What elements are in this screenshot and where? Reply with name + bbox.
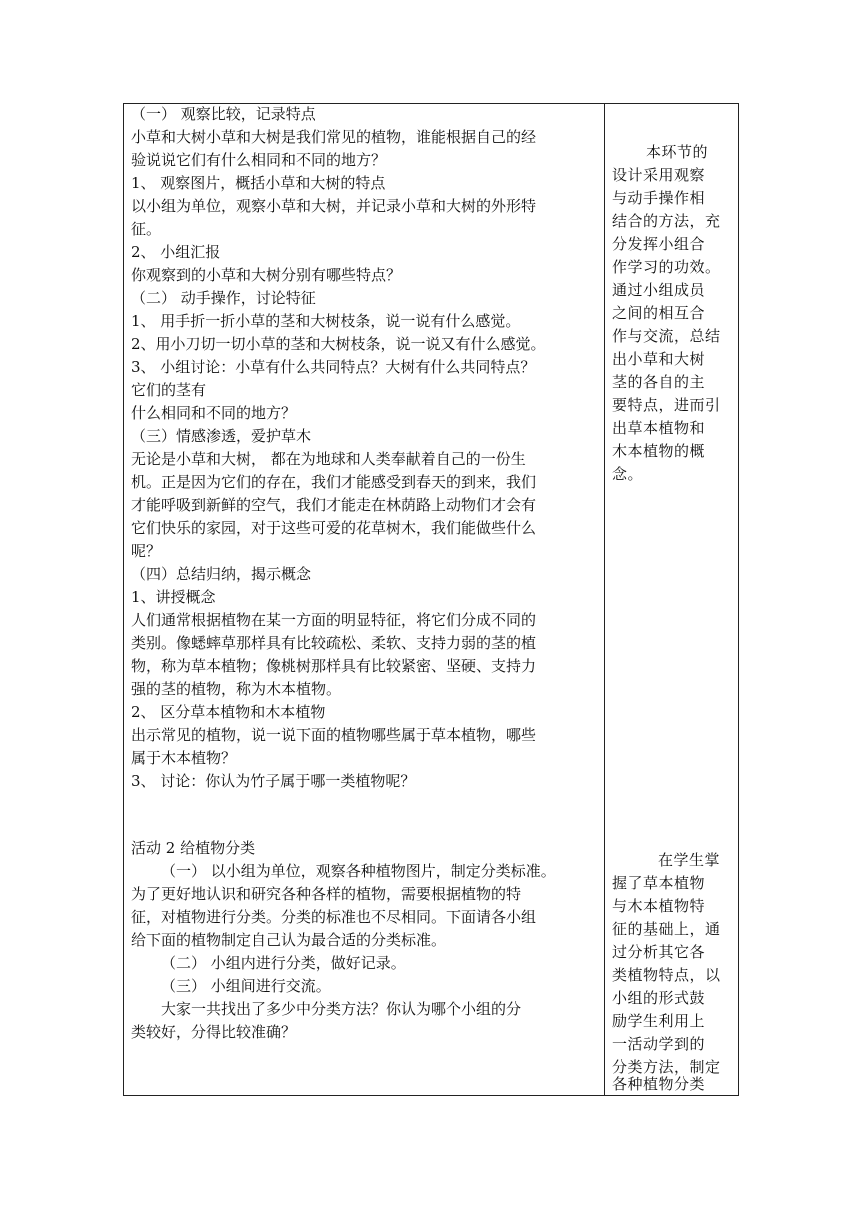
- note-line: 木本植物的概: [612, 442, 706, 460]
- note-line: 分类方法，制定: [612, 1058, 721, 1076]
- note-line: 征的基础上，通: [612, 920, 721, 938]
- note-line: 握了草本植物: [612, 874, 706, 892]
- text-line: 你观察到的小草和大树分别有哪些特点？: [131, 266, 402, 284]
- column-divider: [604, 103, 605, 1096]
- note-line: 与木本植物特: [612, 897, 706, 915]
- text-line: 人们通常根据植物在某一方面的明显特征，将它们分成不同的: [131, 611, 537, 629]
- text-line: 2、 小组汇报: [131, 243, 221, 261]
- note-line: 与动手操作相: [612, 189, 706, 207]
- note-line: 念。: [612, 465, 644, 483]
- text-line: 它们的茎有: [131, 381, 207, 399]
- text-line: 征，对植物进行分类。分类的标准也不尽相同。下面请各小组: [131, 908, 537, 926]
- text-line: 机。正是因为它们的存在，我们才能感受到春天的到来，我们: [131, 473, 537, 491]
- note-line: 小组的形式鼓: [612, 989, 706, 1007]
- text-line: 它们快乐的家园，对于这些可爱的花草树木，我们能做些什么: [131, 519, 537, 537]
- text-line: 1、 观察图片，概括小草和大树的特点: [131, 174, 386, 192]
- note-line: 一活动学到的: [612, 1035, 706, 1053]
- text-line: 1、讲授概念: [131, 588, 216, 606]
- text-line: 类别。像蟋蟀草那样具有比较疏松、柔软、支持力弱的茎的植: [131, 634, 537, 652]
- text-line: （二） 动手操作，讨论特征: [131, 289, 316, 307]
- note-line: 作学习的功效。: [612, 258, 721, 276]
- note-line: 出小草和大树: [612, 350, 706, 368]
- text-line: 属于木本植物？: [131, 749, 237, 767]
- text-line: 为了更好地认识和研究各种各样的植物，需要根据植物的特: [131, 885, 522, 903]
- text-line: 给下面的植物制定自己认为最合适的分类标准。: [131, 931, 447, 949]
- text-line: 强的茎的植物，称为木本植物。: [131, 680, 342, 698]
- text-line: （三）情感渗透，爱护草木: [131, 427, 312, 445]
- text-line: 无论是小草和大树， 都在为地球和人类奉献着自己的一份生: [131, 450, 526, 468]
- text-line: （一） 以小组为单位，观察各种植物图片，制定分类标准。: [161, 862, 556, 880]
- note-line: 在学生掌: [658, 851, 721, 869]
- section-heading: 活动 2 给植物分类: [131, 839, 256, 857]
- text-line: （三） 小组间进行交流。: [161, 977, 331, 995]
- text-line: 小草和大树小草和大树是我们常见的植物，谁能根据自己的经: [131, 128, 537, 146]
- note-line: 通过小组成员: [612, 281, 706, 299]
- text-line: 2、用小刀切一切小草的茎和大树枝条，说一说又有什么感觉。: [131, 335, 546, 353]
- text-line: （二） 小组内进行分类，做好记录。: [161, 954, 406, 972]
- text-line: 征。: [131, 220, 162, 238]
- note-line: 分发挥小组合: [612, 235, 706, 253]
- note-line: 作与交流，总结: [612, 327, 721, 345]
- text-line: 以小组为单位，观察小草和大树，并记录小草和大树的外形特: [131, 197, 537, 215]
- note-line: 本环节的: [646, 143, 709, 161]
- text-line: 3、 讨论：你认为竹子属于哪一类植物呢？: [131, 772, 416, 790]
- text-line: 物，称为草本植物；像桃树那样具有比较紧密、坚硬、支持力: [131, 657, 537, 675]
- text-line: 1、 用手折一折小草的茎和大树枝条，说一说有什么感觉。: [131, 312, 521, 330]
- note-line: 过分析其它各: [612, 943, 706, 961]
- text-line: 才能呼吸到新鲜的空气，我们才能走在林荫路上动物们才会有: [131, 496, 537, 514]
- note-line: 各种植物分类: [612, 1075, 706, 1093]
- note-line: 之间的相互合: [612, 304, 706, 322]
- text-line: 2、 区分草本植物和木本植物: [131, 703, 326, 721]
- note-line: 结合的方法，充: [612, 212, 721, 230]
- text-line: 类较好，分得比较准确？: [131, 1023, 297, 1041]
- text-line: 验说说它们有什么相同和不同的地方？: [131, 151, 387, 169]
- text-line: 3、 小组讨论：小草有什么共同特点？大树有什么共同特点？: [131, 358, 536, 376]
- text-line: 出示常见的植物，说一说下面的植物哪些属于草本植物，哪些: [131, 726, 537, 744]
- note-line: 励学生利用上: [612, 1012, 706, 1030]
- note-line: 茎的各自的主: [612, 373, 706, 391]
- text-line: （四）总结归纳，揭示概念: [131, 565, 312, 583]
- note-line: 出草本植物和: [612, 419, 706, 437]
- text-line: 大家一共找出了多少中分类方法？你认为哪个小组的分: [161, 1000, 522, 1018]
- note-line: 类植物特点，以: [612, 966, 721, 984]
- note-line: 设计采用观察: [612, 166, 706, 184]
- text-line: 呢？: [131, 542, 162, 560]
- note-line: 要特点，进而引: [612, 396, 721, 414]
- text-line: （一） 观察比较，记录特点: [131, 105, 316, 123]
- text-line: 什么相同和不同的地方？: [131, 404, 297, 422]
